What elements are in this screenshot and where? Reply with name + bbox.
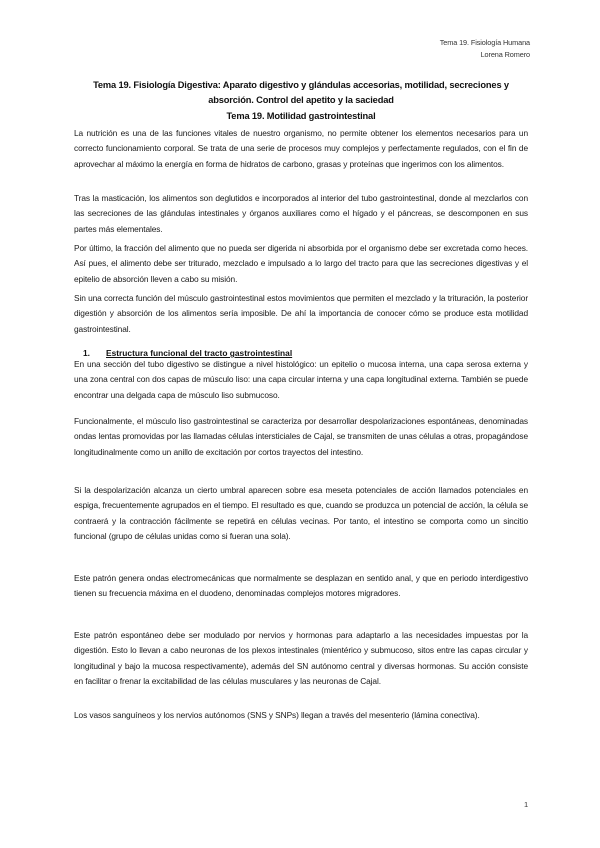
subtitle: Tema 19. Motilidad gastrointestinal [226, 110, 376, 121]
section-paragraph-6: Los vasos sanguíneos y los nervios autónomos (SNS y SNPs) llegan a través del mesenterio (lámina conectiva). [74, 710, 480, 720]
section-paragraph-2: Funcionalmente, el músculo liso gastrointestinal se caracteriza por desarrollar despolarizaciones espontáneas, denominadas ondas lentas promovidas por las llamadas células intersticiales de Cajal, se transmiten de unas células a otras, propagándose longitudinalmente como un anillo de excitación por cortos trayectos del intestino. [74, 416, 528, 457]
title-line-2: absorción. Control del apetito y la saciedad [208, 95, 394, 106]
intro-paragraph-4: Sin una correcta función del músculo gastrointestinal estos movimientos que permiten el mezclado y la trituración, la posterior digestión y absorción de los alimentos sería imposible. De ahí la importancia de conocer cómo se produce esta motilidad gastrointestinal. [74, 293, 528, 334]
section-number: 1. [83, 348, 90, 358]
header-course: Tema 19. Fisiología Humana [439, 38, 530, 47]
intro-paragraph-1: La nutrición es una de las funciones vitales de nuestro organismo, no permite obtener los elementos necesarios para un correcto funcionamiento corporal. Se trata de una serie de procesos muy complejos y perfectamente regulados, con el fin de aprovechar al máximo la energía en forma de hidratos de carbono, grasas y proteínas que ingerimos con los alimentos. [74, 128, 528, 169]
intro-paragraph-2: Tras la masticación, los alimentos son deglutidos e incorporados al interior del tubo gastrointestinal, donde al mezclarlos con las secreciones de las glándulas intestinales y órganos auxiliares como el hígado y el páncreas, se descomponen en sus partes más elementales. [74, 193, 528, 234]
intro-paragraph-3: Por último, la fracción del alimento que no pueda ser digerida ni absorbida por el organismo debe ser excretada como heces. Así pues, el alimento debe ser triturado, mezclado e impulsado a lo largo del tracto para que las secreciones digestivas y el epitelio de absorción lleven a cabo su misión. [74, 243, 528, 284]
section-paragraph-1: En una sección del tubo digestivo se distingue a nivel histológico: un epitelio o mucosa interna, una capa serosa externa y una zona central con dos capas de músculo liso: una capa circular interna y una capa longitudinal externa. También se puede encontrar una delgada capa de músculo liso submucoso. [74, 359, 528, 400]
header-author: Lorena Romero [480, 50, 530, 59]
section-paragraph-5: Este patrón espontáneo debe ser modulado por nervios y hormonas para adaptarlo a las necesidades impuestas por la digestión. Esto lo llevan a cabo neuronas de los plexos intestinales (mientérico y submucoso, sitos entre las capas circular y longitudinal y bajo la mucosa respectivamente), además del SN autónomo central y diversas hormonas. Su acción consiste en facilitar o frenar la excitabilidad de las células musculares y las neuronas de Cajal. [74, 630, 528, 686]
title-line-1: Tema 19. Fisiología Digestiva: Aparato digestivo y glándulas accesorias, motilidad, secreciones y [93, 80, 509, 90]
page-number: 1 [524, 800, 529, 809]
section-title: Estructura funcional del tracto gastrointestinal [106, 348, 293, 358]
page-header [440, 37, 530, 61]
document-title [74, 78, 528, 124]
section-paragraph-4: Este patrón genera ondas electromecánicas que normalmente se desplazan en sentido anal, y que en periodo interdigestivo tienen su frecuencia máxima en el duodeno, denominadas complejos motores migradores. [74, 573, 528, 599]
section-paragraph-3: Si la despolarización alcanza un cierto umbral aparecen sobre esa meseta potenciales de acción llamados potenciales en espiga, frecuentemente agrupados en el tiempo. El resultado es que, cuando se produzca un potencial de acción, la célula se contraerá y la contracción fácilmente se repetirá en células vecinas. Por tanto, el intestino se comporta como un sincitio funcional (grupo de células unidas como si fueran una sola). [74, 485, 528, 541]
